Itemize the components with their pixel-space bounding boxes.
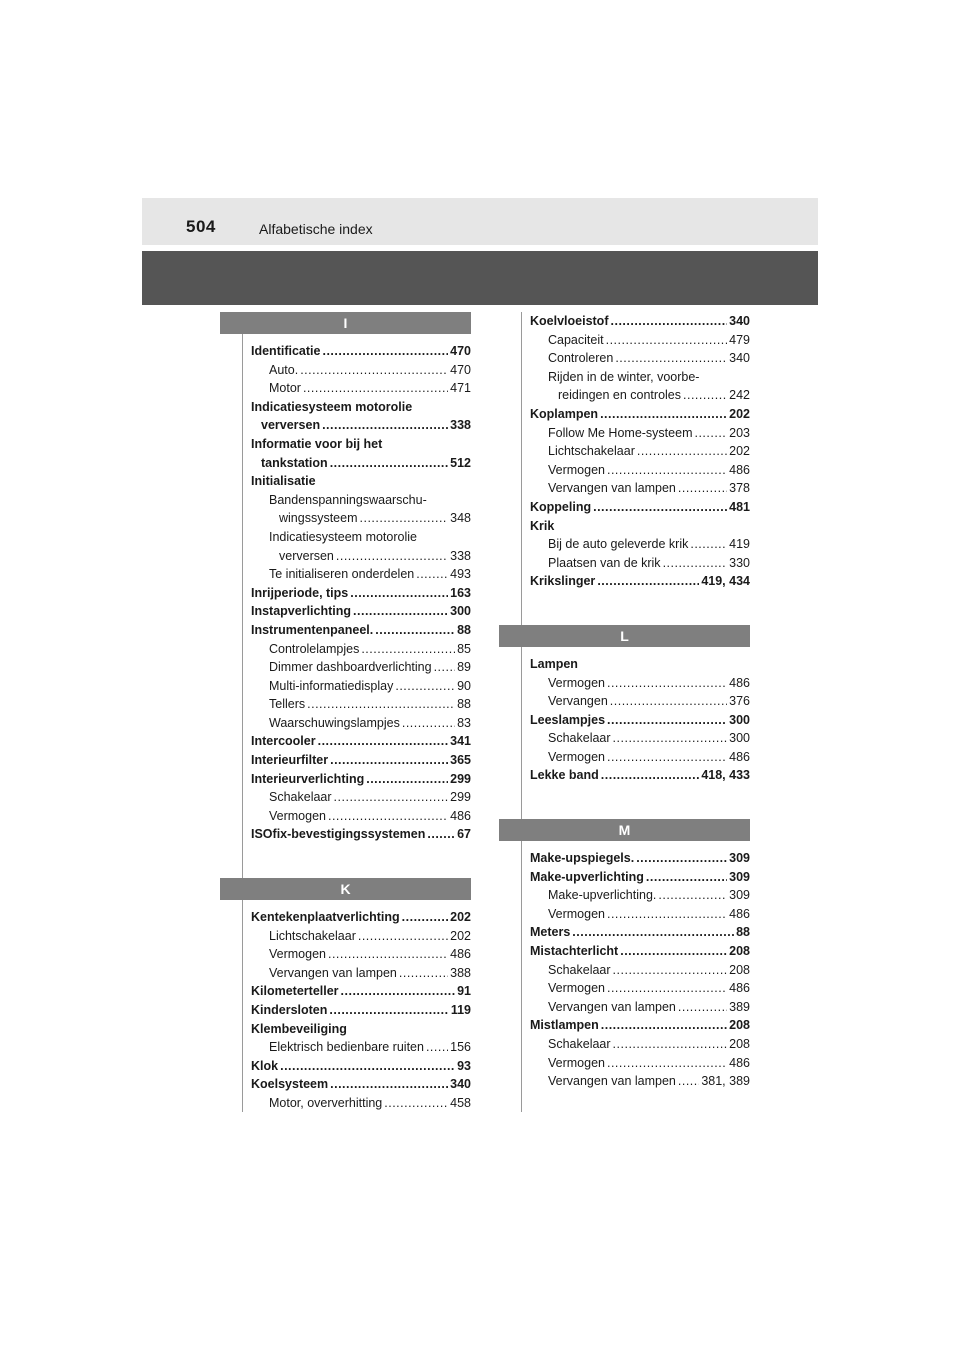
index-entry [530,1016,750,1035]
entry-term: Leeslampjes [530,712,606,727]
entry-term: Schakelaar [548,962,611,977]
entry-page: 208 [729,962,750,977]
leader-dots [341,982,456,1001]
entry-term: Informatie voor bij het [251,436,383,451]
entry-page: 486 [729,981,750,996]
leader-dots [597,572,699,591]
leader-dots [322,416,448,435]
entry-page: 156 [450,1040,471,1055]
leader-dots [600,405,727,424]
entry-page: 119 [450,1003,471,1017]
letter-heading-l: L [499,625,750,647]
entry-term: Auto. [269,362,299,377]
leader-dots [350,584,448,603]
entry-page: 309 [729,851,750,866]
index-entry [530,572,750,591]
leader-dots [328,945,448,964]
leader-dots [353,602,448,621]
entry-term: Vervangen van lampen [548,481,676,496]
entry-term: Identificatie [251,344,321,358]
entry-page: 89 [457,660,471,675]
index-entry [251,714,471,733]
entry-page: 388 [450,965,471,980]
entry-page: 91 [457,984,471,999]
entry-page: 202 [450,928,471,943]
entry-page: 242 [729,388,750,403]
entry-term: Vermogen [548,675,605,690]
leader-dots [318,732,449,751]
entry-page: 90 [457,678,471,693]
entry-page: 93 [457,1058,471,1073]
entry-page: 309 [729,869,750,884]
index-entry [251,342,471,361]
entry-page: 486 [450,808,471,823]
chapter-band [142,251,818,305]
entry-term: Koplampen [530,406,599,421]
index-column-right [530,312,750,1091]
entry-page: 203 [729,425,750,440]
entry-page: 202 [729,444,750,459]
entry-page: 486 [729,906,750,921]
entry-term: Make-upverlichting. [548,888,657,903]
entry-term: Kilometerteller [251,984,339,999]
page-number: 504 [186,217,216,236]
letter-heading-i: I [220,312,471,334]
entry-page: 338 [450,418,471,433]
index-entry [251,565,471,584]
leader-dots [607,979,727,998]
index-entry [530,905,750,924]
entry-term: Capaciteit [548,332,604,347]
index-entry [251,416,471,435]
entry-page: 419, 434 [701,574,750,589]
entry-page: 67 [457,827,471,842]
index-entry [530,312,750,331]
index-entry [530,886,750,905]
leader-dots [395,677,455,696]
entry-term: Vermogen [548,1055,605,1070]
index-entry [251,982,471,1001]
entry-page: 458 [450,1095,471,1110]
index-entry [251,788,471,807]
index-entry [251,1094,471,1113]
entry-term: verversen [279,548,334,563]
leader-dots [683,386,727,405]
index-entry [251,825,471,844]
letter-heading-m: M [499,819,750,841]
leader-dots [607,461,727,480]
leader-dots [678,1072,699,1091]
entry-page: 330 [729,555,750,570]
index-entry [530,961,750,980]
index-entry [251,964,471,983]
leader-dots [690,535,727,554]
leader-dots [330,1075,448,1094]
leader-dots [330,454,448,473]
leader-dots [336,547,448,566]
index-entry [530,1035,750,1054]
entry-term: Lichtschakelaar [269,928,356,943]
index-entry [251,472,471,491]
index-entry [530,498,750,517]
entry-term: Controleren [548,351,614,366]
entry-term: Make-upspiegels. [530,851,635,866]
entry-term: Lekke band [530,768,599,783]
entry-term: Vermogen [548,981,605,996]
index-entry [251,807,471,826]
index-entry [530,998,750,1017]
entry-term: verversen [261,418,321,433]
leader-dots [636,849,727,868]
index-entry [530,1054,750,1073]
leader-dots [330,751,448,770]
index-entry [251,1075,471,1094]
leader-dots [322,342,448,361]
entry-page: 85 [457,641,471,656]
entry-term: Vervangen van lampen [269,965,397,980]
entry-term: Follow Me Home-systeem [548,425,693,440]
index-entry [530,349,750,368]
index-entry [530,331,750,350]
section-title: Alfabetische index [259,221,373,237]
entry-page: 365 [450,753,471,768]
leader-dots [601,1016,727,1035]
index-entry [530,479,750,498]
entry-page: 299 [450,771,471,786]
entry-term: Schakelaar [548,1037,611,1051]
entry-page: 512 [450,455,471,470]
index-entry [530,461,750,480]
index-entry [530,923,750,942]
entry-page: 163 [450,585,471,600]
leader-dots [607,748,727,767]
index-entry [251,1057,471,1076]
index-entry [530,692,750,711]
index-entry [530,748,750,767]
index-entry [530,1072,750,1091]
letter-heading-k: K [220,878,471,900]
entry-page: 340 [450,1077,471,1092]
index-entry [530,942,750,961]
entry-page: 418, 433 [701,768,750,783]
leader-dots [620,942,727,961]
entry-term: Klembeveiliging [251,1021,347,1036]
leader-dots [572,923,734,942]
index-entry [251,677,471,696]
index-entry [251,1020,471,1039]
entry-term: Instapverlichting [251,604,352,619]
entry-term: Initialisatie [251,474,316,489]
entry-term: Vermogen [548,749,605,764]
entry-term: Inrijperiode, tips [251,585,349,600]
index-entry [251,658,471,677]
entry-term: Make-upverlichting [530,869,644,884]
leader-dots [402,908,448,927]
leader-dots [615,349,727,368]
entry-term: Intercooler [251,734,316,749]
entry-term: Vervangen van lampen [548,999,676,1014]
index-entry [251,435,471,454]
leader-dots [607,711,727,730]
entry-term: Meters [530,925,571,940]
index-entry [530,554,750,573]
leader-dots [361,640,455,659]
entry-term: Controlelampjes [269,641,360,656]
column-divider-middle [521,312,522,1112]
index-entry [530,442,750,461]
entry-page: 381, 389 [701,1074,750,1089]
entry-page: 481 [729,499,750,514]
entry-term: Lichtschakelaar [548,444,635,459]
entry-term: Bandenspanningswaarschu- [269,492,427,507]
index-entry [530,655,750,674]
leader-dots [678,998,727,1017]
index-entry [251,695,471,714]
entry-term: Kentekenplaatverlichting [251,910,400,925]
entry-term: Multi-informatiedisplay [269,678,394,693]
entry-page: 299 [450,790,471,805]
index-entry [251,509,471,528]
entry-term: Krik [530,518,555,533]
entry-term: Mistlampen [530,1018,599,1033]
entry-page: 341 [450,734,471,749]
entry-page: 202 [729,406,750,421]
leader-dots [416,565,448,584]
entry-term: Vermogen [548,906,605,921]
entry-term: Rijden in de winter, voorbe- [548,369,700,384]
index-entry [251,454,471,473]
entry-page: 378 [729,481,750,496]
entry-page: 309 [729,888,750,903]
leader-dots [360,509,449,528]
leader-dots [694,424,727,443]
index-entry [251,361,471,380]
index-entry [530,849,750,868]
entry-term: Interieurverlichting [251,771,365,786]
index-entry [251,751,471,770]
index-entry [251,640,471,659]
entry-page: 479 [729,332,750,347]
entry-term: wingssysteem [279,511,358,526]
entry-page: 88 [457,697,471,712]
index-entry [530,405,750,424]
entry-term: Motor [269,381,301,396]
leader-dots [646,868,727,887]
index-entry [530,424,750,443]
index-entry [251,491,471,510]
entry-page: 486 [450,947,471,962]
leader-dots [300,361,448,380]
entry-term: Kindersloten [251,1003,328,1017]
entry-term: Schakelaar [548,731,611,746]
index-entry [251,528,471,547]
leader-dots [384,1094,448,1113]
entry-page: 486 [729,749,750,764]
index-entry [251,379,471,398]
leader-dots [613,961,728,980]
leader-dots [402,714,455,733]
entry-term: Waarschuwingslampjes [269,715,400,730]
entry-page: 202 [450,910,471,925]
entry-term: Schakelaar [269,790,332,805]
entry-term: Vermogen [269,947,326,962]
entry-page: 300 [729,731,750,746]
entry-page: 340 [729,314,750,328]
index-entry [530,766,750,785]
index-entry [251,770,471,789]
leader-dots [303,379,448,398]
index-entry [530,368,750,387]
leader-dots [280,1057,455,1076]
leader-dots [593,498,727,517]
leader-dots [426,1038,448,1057]
leader-dots [427,825,455,844]
entry-term: Koelvloeistof [530,314,609,328]
leader-dots [611,312,728,331]
entry-page: 340 [729,351,750,366]
leader-dots [606,331,728,350]
leader-dots [358,927,448,946]
entry-page: 300 [450,604,471,619]
leader-dots [613,1035,728,1054]
index-entry [530,535,750,554]
entry-page: 348 [450,511,471,526]
index-entry [251,732,471,751]
leader-dots [434,658,456,677]
entry-term: Vervangen van lampen [548,1074,676,1089]
leader-dots [366,770,448,789]
index-entry [251,398,471,417]
index-entry [251,1001,471,1020]
entry-term: Krikslinger [530,574,596,589]
index-entry [251,945,471,964]
leader-dots [328,807,448,826]
entry-page: 338 [450,548,471,563]
index-entry [251,621,471,640]
entry-page: 486 [729,1055,750,1070]
leader-dots [607,905,727,924]
index-entry [530,674,750,693]
entry-page: 419 [729,537,750,552]
index-entry [530,979,750,998]
entry-term: Lampen [530,656,578,671]
leader-dots [601,766,700,785]
index-entry [530,517,750,536]
leader-dots [329,1001,448,1020]
leader-dots [307,695,455,714]
entry-term: Koelsysteem [251,1077,329,1092]
entry-page: 208 [729,1018,750,1033]
leader-dots [637,442,727,461]
leader-dots [658,886,727,905]
leader-dots [399,964,448,983]
index-entry [530,386,750,405]
entry-term: Te initialiseren onderdelen [269,567,415,582]
entry-term: reidingen en controles [558,388,681,403]
index-entry [530,729,750,748]
entry-term: Vervangen [548,694,608,709]
entry-page: 88 [736,925,750,940]
entry-term: ISOfix-bevestigingssystemen [251,827,426,842]
index-entry [251,547,471,566]
entry-term: Indicatiesysteem motorolie [251,399,413,414]
index-entry [251,927,471,946]
entry-page: 83 [457,715,471,730]
leader-dots [607,1054,727,1073]
entry-page: 376 [729,694,750,709]
entry-page: 300 [729,712,750,727]
entry-term: Interieurfilter [251,753,329,768]
entry-page: 493 [450,567,471,582]
entry-page: 486 [729,462,750,477]
index-entry [251,584,471,603]
entry-page: 88 [457,622,471,637]
entry-term: Tellers [269,697,306,712]
index-entry [530,711,750,730]
leader-dots [334,788,449,807]
index-entry [251,908,471,927]
index-entry [251,1038,471,1057]
entry-page: 470 [450,362,471,377]
leader-dots [613,729,728,748]
entry-term: Dimmer dashboardverlichting [269,660,432,675]
entry-term: Instrumentenpaneel. [251,622,374,637]
index-entry [251,602,471,621]
entry-page: 208 [729,944,750,959]
entry-page: 389 [729,999,750,1014]
entry-page: 471 [450,381,471,396]
entry-term: Motor, oververhitting [269,1095,383,1110]
entry-term: Vermogen [548,462,605,477]
entry-page: 470 [450,344,471,358]
header-bar [142,198,818,245]
entry-page: 208 [729,1037,750,1051]
leader-dots [678,479,727,498]
leader-dots [610,692,727,711]
leader-dots [375,621,455,640]
leader-dots [663,554,728,573]
entry-page: 486 [729,675,750,690]
entry-term: Vermogen [269,808,326,823]
entry-term: Plaatsen van de krik [548,555,661,570]
entry-term: Elektrisch bedienbare ruiten [269,1040,424,1055]
entry-term: Koppeling [530,499,592,514]
entry-term: tankstation [261,455,328,470]
leader-dots [607,674,727,693]
entry-term: Klok [251,1058,279,1073]
entry-term: Mistachterlicht [530,944,619,959]
entry-term: Indicatiesysteem motorolie [269,529,417,544]
index-column-left [251,312,471,1113]
column-divider-left [242,312,243,1112]
index-entry [530,868,750,887]
entry-term: Bij de auto geleverde krik [548,537,689,552]
